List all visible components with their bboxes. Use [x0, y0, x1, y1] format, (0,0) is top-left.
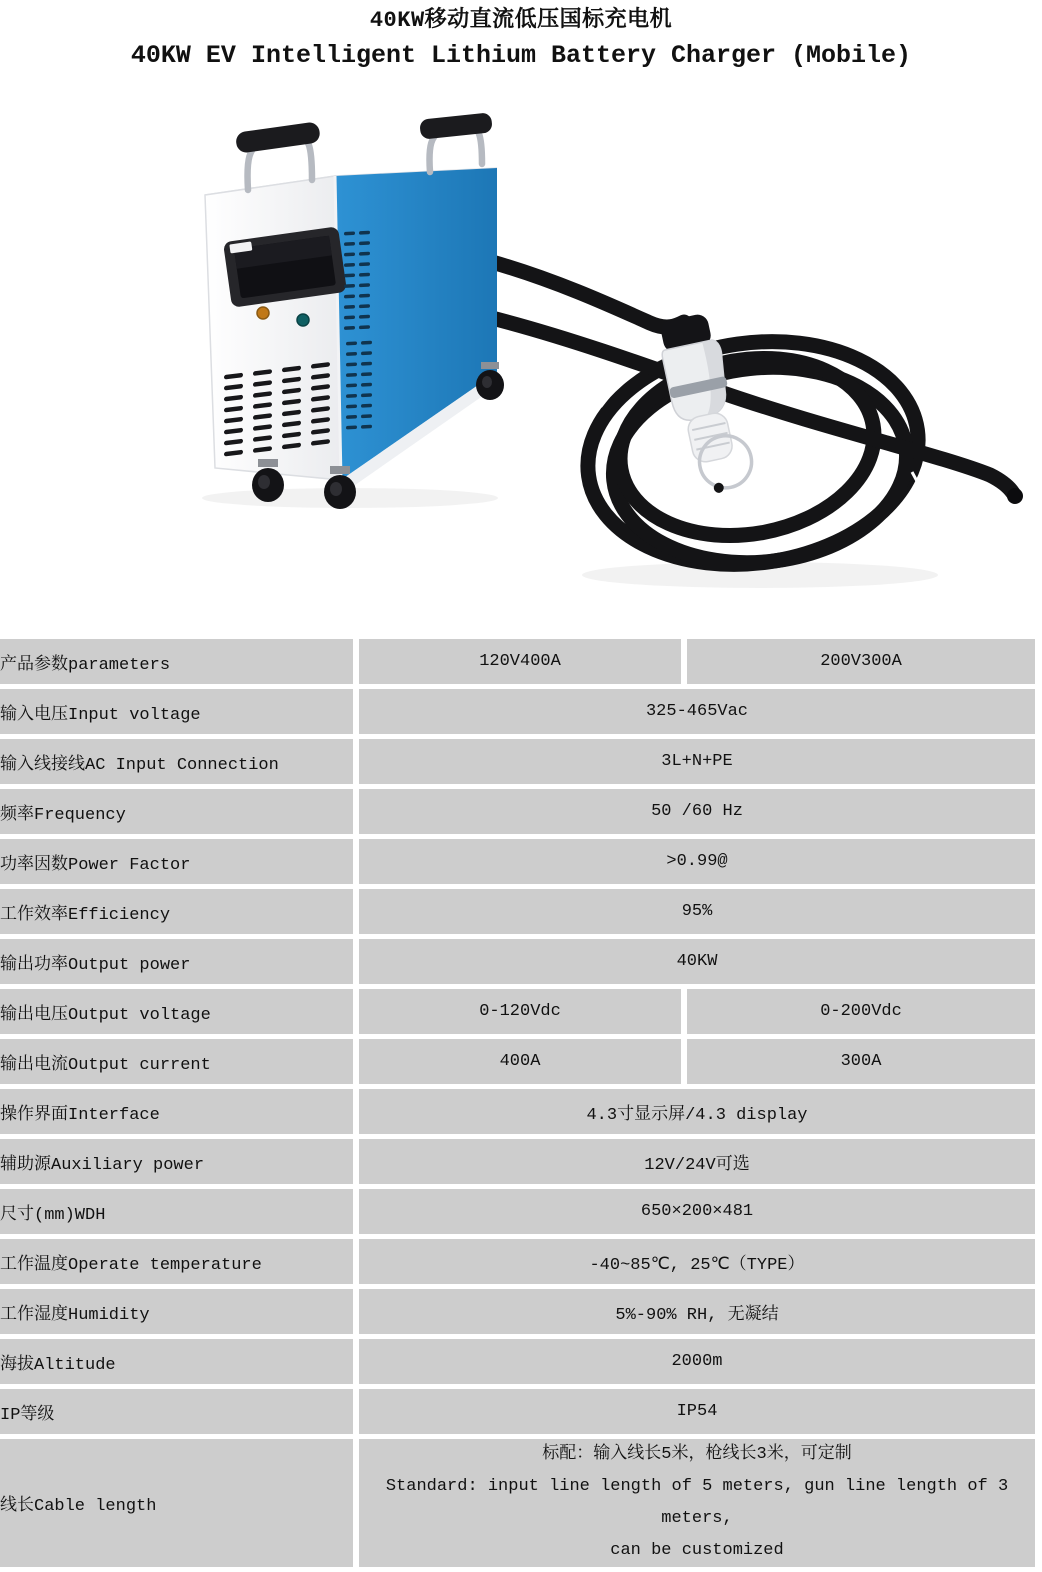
spec-header-parameters: 产品参数parameters [0, 639, 359, 689]
spec-label: 操作界面Interface [0, 1089, 359, 1139]
table-header-row [0, 639, 1035, 689]
spec-label: 工作湿度Humidity [0, 1289, 359, 1339]
spec-label: 输入电压Input voltage [0, 689, 359, 739]
coiled-charging-cable [492, 262, 1013, 585]
spec-value: -40~85℃, 25℃（TYPE） [359, 1239, 1035, 1289]
page-title-chinese: 40KW移动直流低压国标充电机 [369, 8, 673, 33]
spec-table [0, 639, 1035, 1572]
spec-value-line: 标配：输入线长5米，枪线长3米，可定制 [542, 1445, 852, 1464]
table-row [0, 1239, 1035, 1289]
spec-label: 功率因数Power Factor [0, 839, 359, 889]
indicator-orange [257, 307, 269, 319]
table-row [0, 1339, 1035, 1389]
spec-value: 50 /60 Hz [359, 789, 1035, 839]
spec-value: 650×200×481 [359, 1189, 1035, 1239]
product-photo-ev-charger [0, 95, 1042, 630]
spec-label: 线长Cable length [0, 1439, 359, 1572]
spec-value: 3L+N+PE [359, 739, 1035, 789]
page-title-english: 40KW EV Intelligent Lithium Battery Charger (Mobile) [130, 41, 912, 70]
spec-label: IP等级 [0, 1389, 359, 1439]
spec-value [359, 1439, 1035, 1572]
table-row [0, 1189, 1035, 1239]
spec-label: 频率Frequency [0, 789, 359, 839]
table-row [0, 1039, 1035, 1089]
spec-value: 40KW [359, 939, 1035, 989]
spec-value: 5%-90% RH, 无凝结 [359, 1289, 1035, 1339]
cable-end-plug [1007, 488, 1023, 504]
carry-handle-right [419, 112, 493, 172]
table-row [0, 1289, 1035, 1339]
spec-label: 输入线接线AC Input Connection [0, 739, 359, 789]
spec-label: 输出功率Output power [0, 939, 359, 989]
table-row [0, 1389, 1035, 1439]
table-row [0, 889, 1035, 939]
spec-value: 325-465Vac [359, 689, 1035, 739]
spec-label: 输出电压Output voltage [0, 989, 359, 1039]
indicator-teal [297, 314, 309, 326]
spec-value: 4.3寸显示屏/4.3 display [359, 1089, 1035, 1139]
spec-value: 12V/24V可选 [359, 1139, 1035, 1189]
spec-value: IP54 [359, 1389, 1035, 1439]
spec-value-model-1: 0-120Vdc [359, 989, 687, 1039]
spec-label: 工作温度Operate temperature [0, 1239, 359, 1289]
spec-label: 海拔Altitude [0, 1339, 359, 1389]
spec-label: 辅助源Auxiliary power [0, 1139, 359, 1189]
spec-value-line: can be customized [610, 1541, 784, 1560]
spec-label: 尺寸(mm)WDH [0, 1189, 359, 1239]
table-row [0, 989, 1035, 1039]
cabinet-front-panel [205, 176, 341, 480]
spec-value-line: Standard: input line length of 5 meters, gun line length of 3 meters, [385, 1477, 1009, 1528]
spec-value-model-2: 0-200Vdc [687, 989, 1035, 1039]
spec-value: >0.99@ [359, 839, 1035, 889]
spec-value-model-2: 300A [687, 1039, 1035, 1089]
spec-label: 工作效率Efficiency [0, 889, 359, 939]
table-row [0, 839, 1035, 889]
spec-label: 输出电流Output current [0, 1039, 359, 1089]
spec-header-model-2: 200V300A [687, 639, 1035, 689]
spec-value: 2000m [359, 1339, 1035, 1389]
table-row [0, 739, 1035, 789]
spec-value: 95% [359, 889, 1035, 939]
table-row [0, 689, 1035, 739]
table-row [0, 1089, 1035, 1139]
charger-cabinet [205, 112, 504, 509]
table-row [0, 939, 1035, 989]
spec-header-model-1: 120V400A [359, 639, 687, 689]
table-row [0, 1439, 1035, 1572]
table-row [0, 1139, 1035, 1189]
table-row [0, 789, 1035, 839]
spec-value-model-1: 400A [359, 1039, 687, 1089]
